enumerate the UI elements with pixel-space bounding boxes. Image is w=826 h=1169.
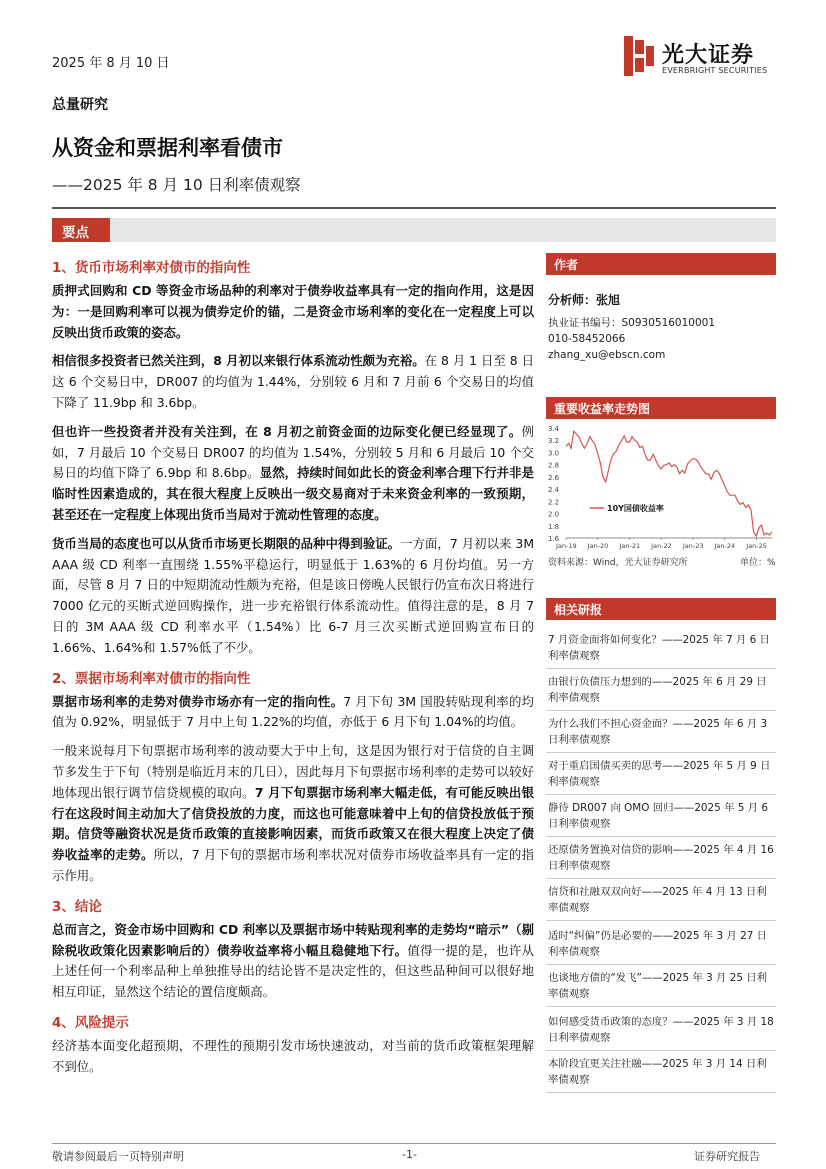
related-report-link[interactable]: 本阶段宜更关注社融——2025 年 3 月 14 日利率债观察 bbox=[548, 1058, 767, 1086]
body-text: 值得一提的是，也许从上述任何一个利率品种上单独推导出的结论皆不是决定性的，但这些品种间可以很好地相互印证，显然这个结论的置信度颇高。 bbox=[52, 942, 535, 1000]
related-report-link[interactable]: 由银行负债压力想到的——2025 年 6 月 29 日利率债观察 bbox=[548, 676, 767, 704]
x-tick-label: Jan-19 bbox=[556, 542, 577, 550]
body-paragraph bbox=[52, 534, 534, 659]
body-text: 7 月下旬 3M 国股转贴现利率的均值为 0.92%，明显低于 7 月中上旬 1.22%的均值，亦低于 6 月下旬 1.04%的均值。 bbox=[52, 693, 534, 730]
section-heading: 4、风险提示 bbox=[52, 1014, 129, 1031]
body-text: 一般来说每月下旬票据市场利率的波动要大于中上旬，这是因为银行对于信贷的自主调节多发生于下旬（特别是临近月末的几日），因此每月下旬票据市场利率的走势可以较好地体现出银行调节信贷规模的取向。 bbox=[52, 743, 534, 800]
report-subtitle: ——2025 年 8 月 10 日利率债观察 bbox=[52, 176, 301, 194]
body-paragraph bbox=[52, 692, 534, 734]
chart-unit: 单位：% bbox=[740, 558, 776, 568]
author-email[interactable]: zhang_xu@ebscn.com bbox=[548, 349, 666, 361]
page-number: -1- bbox=[402, 1148, 417, 1161]
body-text: 所以，7 月下旬的票据市场利率状况对债券市场收益率具有一定的指示作用。 bbox=[52, 847, 535, 883]
footer-disclaimer: 敬请参阅最后一页特别声明 bbox=[52, 1150, 184, 1163]
emphasis-text: 货币当局的态度也可以从货币市场更长期限的品种中得到验证。 bbox=[52, 535, 401, 551]
key-points-label: 要点 bbox=[52, 218, 110, 242]
related-report-link[interactable]: 如何感受货币政策的态度？——2025 年 3 月 18 日利率债观察 bbox=[548, 1016, 774, 1044]
x-tick-label: Jan-23 bbox=[682, 542, 704, 550]
x-tick-label: Jan-24 bbox=[714, 542, 736, 550]
body-paragraph bbox=[52, 920, 534, 1003]
footer-divider bbox=[52, 1143, 776, 1144]
body-paragraph bbox=[52, 281, 534, 343]
footer-report-type: 证券研究报告 bbox=[694, 1150, 760, 1163]
related-divider bbox=[546, 1006, 776, 1007]
key-points-band bbox=[52, 218, 776, 242]
related-divider bbox=[546, 920, 776, 921]
related-report-link[interactable]: 信贷和社融双双向好——2025 年 4 月 13 日利率债观察 bbox=[548, 886, 767, 914]
related-divider bbox=[546, 668, 776, 669]
related-report-link[interactable]: 静待 DR007 向 OMO 回归——2025 年 5 月 6 日利率债观察 bbox=[548, 802, 768, 830]
related-header: 相关研报 bbox=[546, 598, 776, 620]
related-report-link[interactable]: 7 月资金面将如何变化？——2025 年 7 月 6 日利率债观察 bbox=[548, 634, 770, 662]
y-tick-label: 1.8 bbox=[548, 522, 560, 531]
y-tick-label: 2.8 bbox=[548, 461, 560, 470]
section-heading: 1、货币市场利率对债市的指向性 bbox=[52, 260, 251, 276]
chart-header: 重要收益率走势图 bbox=[546, 397, 776, 419]
emphasis-text: 票据市场利率的走势对债券市场亦有一定的指向性。 bbox=[52, 693, 344, 709]
y-tick-label: 2.4 bbox=[548, 486, 560, 495]
related-report-link[interactable]: 适时“纠偏”仍是必要的——2025 年 3 月 27 日利率债观察 bbox=[548, 930, 768, 958]
related-divider bbox=[546, 878, 776, 879]
related-divider bbox=[546, 836, 776, 837]
y-tick-label: 2.0 bbox=[548, 510, 560, 519]
main-content bbox=[52, 256, 534, 1086]
related-divider bbox=[546, 1050, 776, 1051]
emphasis-text: 相信很多投资者已然关注到，8 月初以来银行体系流动性颇为充裕。 bbox=[52, 353, 425, 369]
related-report-link[interactable]: 还原债务置换对信贷的影响——2025 年 4 月 16 日利率债观察 bbox=[548, 844, 774, 872]
logo-text-en: EVERBRIGHT SECURITIES bbox=[662, 66, 768, 75]
report-category: 总量研究 bbox=[52, 97, 108, 113]
header-divider bbox=[52, 207, 776, 209]
related-divider bbox=[546, 964, 776, 965]
x-tick-label: Jan-20 bbox=[587, 542, 609, 550]
section-heading: 2、票据市场利率对债市的指向性 bbox=[52, 670, 251, 687]
yield-chart-svg bbox=[546, 420, 776, 550]
y-tick-label: 1.6 bbox=[548, 535, 560, 543]
everbright-logo-icon bbox=[624, 36, 656, 76]
related-divider bbox=[546, 752, 776, 753]
emphasis-text: 7 月下旬票据市场利率大幅走低，有可能反映出银行在这段时间主动加大了信贷投放的力度，而这也可能意味着中上旬的信贷投放低于预期。信贷等融资状况是货币政策的直接影响因素，而货币政策又在很大程度上决定了债券收益率的走势。 bbox=[52, 784, 535, 863]
body-text: 经济基本面变化超预期，不理性的预期引发市场快速波动，对当前的货币政策框架理解不到位。 bbox=[52, 1037, 534, 1074]
section-heading: 3、结论 bbox=[52, 898, 102, 915]
y-tick-label: 3.0 bbox=[548, 449, 560, 458]
author-phone: 010-58452066 bbox=[548, 333, 626, 345]
yield-chart bbox=[546, 420, 776, 550]
y-tick-label: 2.6 bbox=[548, 473, 560, 482]
body-text: 例如，7 月最后 10 个交易日 DR007 的均值为 1.54%，分别较 5 月和 6 月最后 10 个交易日的均值下降了 6.9bp 和 8.6bp。 bbox=[52, 423, 534, 481]
chart-source: 资料来源：Wind，光大证券研究所 bbox=[548, 558, 688, 568]
report-title: 从资金和票据利率看债市 bbox=[52, 136, 283, 160]
emphasis-text: 但也许一些投资者并没有关注到，在 8 月初之前资金面的边际变化便已经显现了。 bbox=[52, 423, 522, 439]
body-paragraph bbox=[52, 741, 534, 887]
related-report-link[interactable]: 也谈地方债的“发飞”——2025 年 3 月 25 日利率债观察 bbox=[548, 972, 768, 1000]
company-logo bbox=[624, 36, 784, 80]
emphasis-text: 显然，持续时间如此长的资金利率合理下行并非是临时性因素造成的，其在很大程度上反映出一级交易商对于未来资金利率的一致预期，甚至还在一定程度上体现出货币当局对于流动性管理的态度。 bbox=[52, 465, 534, 522]
author-license: 执业证书编号：S0930516010001 bbox=[548, 317, 716, 329]
related-report-link[interactable]: 为什么我们不担心资金面？——2025 年 6 月 3 日利率债观察 bbox=[548, 718, 768, 746]
x-tick-label: Jan-21 bbox=[619, 542, 641, 550]
y-tick-label: 3.2 bbox=[548, 437, 560, 446]
related-report-link[interactable]: 对于重启国债买卖的思考——2025 年 5 月 9 日利率债观察 bbox=[548, 760, 771, 788]
body-text: 一方面，7 月初以来 3M AAA 级 CD 利率一直围绕 1.55%平稳运行，明显低于 1.63%的 6 月份均值。另一方面，尽管 8 月 7 日的中短期流动性颇为充裕，但是该日傍晚人民银行仍宣布次日将进行 7000 亿元的买断式逆回购操作，进一步充裕银行体系流动性。值得注意的是，8 月 7 日的 3M AAA 级 CD 利率水平（1.54%）比 6-7 月三次买断式逆回购宣布日的 1.66%、1.64%和 1.57%低了不少。 bbox=[52, 535, 535, 655]
body-text: 在 8 月 1 日至 8 日这 6 个交易日中，DR007 的均值为 1.44%，分别较 6 月和 7 月前 6 个交易日的均值下降了 11.9bp 和 3.6bp。 bbox=[52, 353, 534, 410]
author-header: 作者 bbox=[546, 253, 776, 275]
logo-text-cn: 光大证券 bbox=[662, 43, 755, 68]
related-divider bbox=[546, 1092, 776, 1093]
report-date: 2025 年 8 月 10 日 bbox=[52, 56, 170, 71]
emphasis-text: 总而言之，资金市场中回购和 CD 利率以及票据市场中转贴现利率的走势均“暗示”（剔除税收政策化因素影响后的）债券收益率将小幅且稳健地下行。 bbox=[52, 921, 534, 958]
legend-label: 10Y国债收益率 bbox=[607, 504, 664, 513]
series-line-10y bbox=[566, 431, 772, 536]
author-name: 分析师：张旭 bbox=[548, 293, 621, 307]
related-divider bbox=[546, 794, 776, 795]
y-tick-label: 3.4 bbox=[548, 425, 560, 433]
x-tick-label: Jan-22 bbox=[651, 542, 672, 550]
body-paragraph bbox=[52, 1036, 534, 1078]
y-tick-label: 2.2 bbox=[548, 498, 560, 507]
body-paragraph bbox=[52, 422, 534, 526]
body-paragraph bbox=[52, 351, 534, 413]
related-divider bbox=[546, 710, 776, 711]
emphasis-text: 质押式回购和 CD 等资金市场品种的利率对于债券收益率具有一定的指向作用，这是因为：一是回购利率可以视为债券定价的锚，二是资金市场利率的变化在一定程度上可以反映出货币政策的姿态。 bbox=[52, 283, 534, 340]
x-tick-label: Jan-25 bbox=[746, 542, 767, 550]
